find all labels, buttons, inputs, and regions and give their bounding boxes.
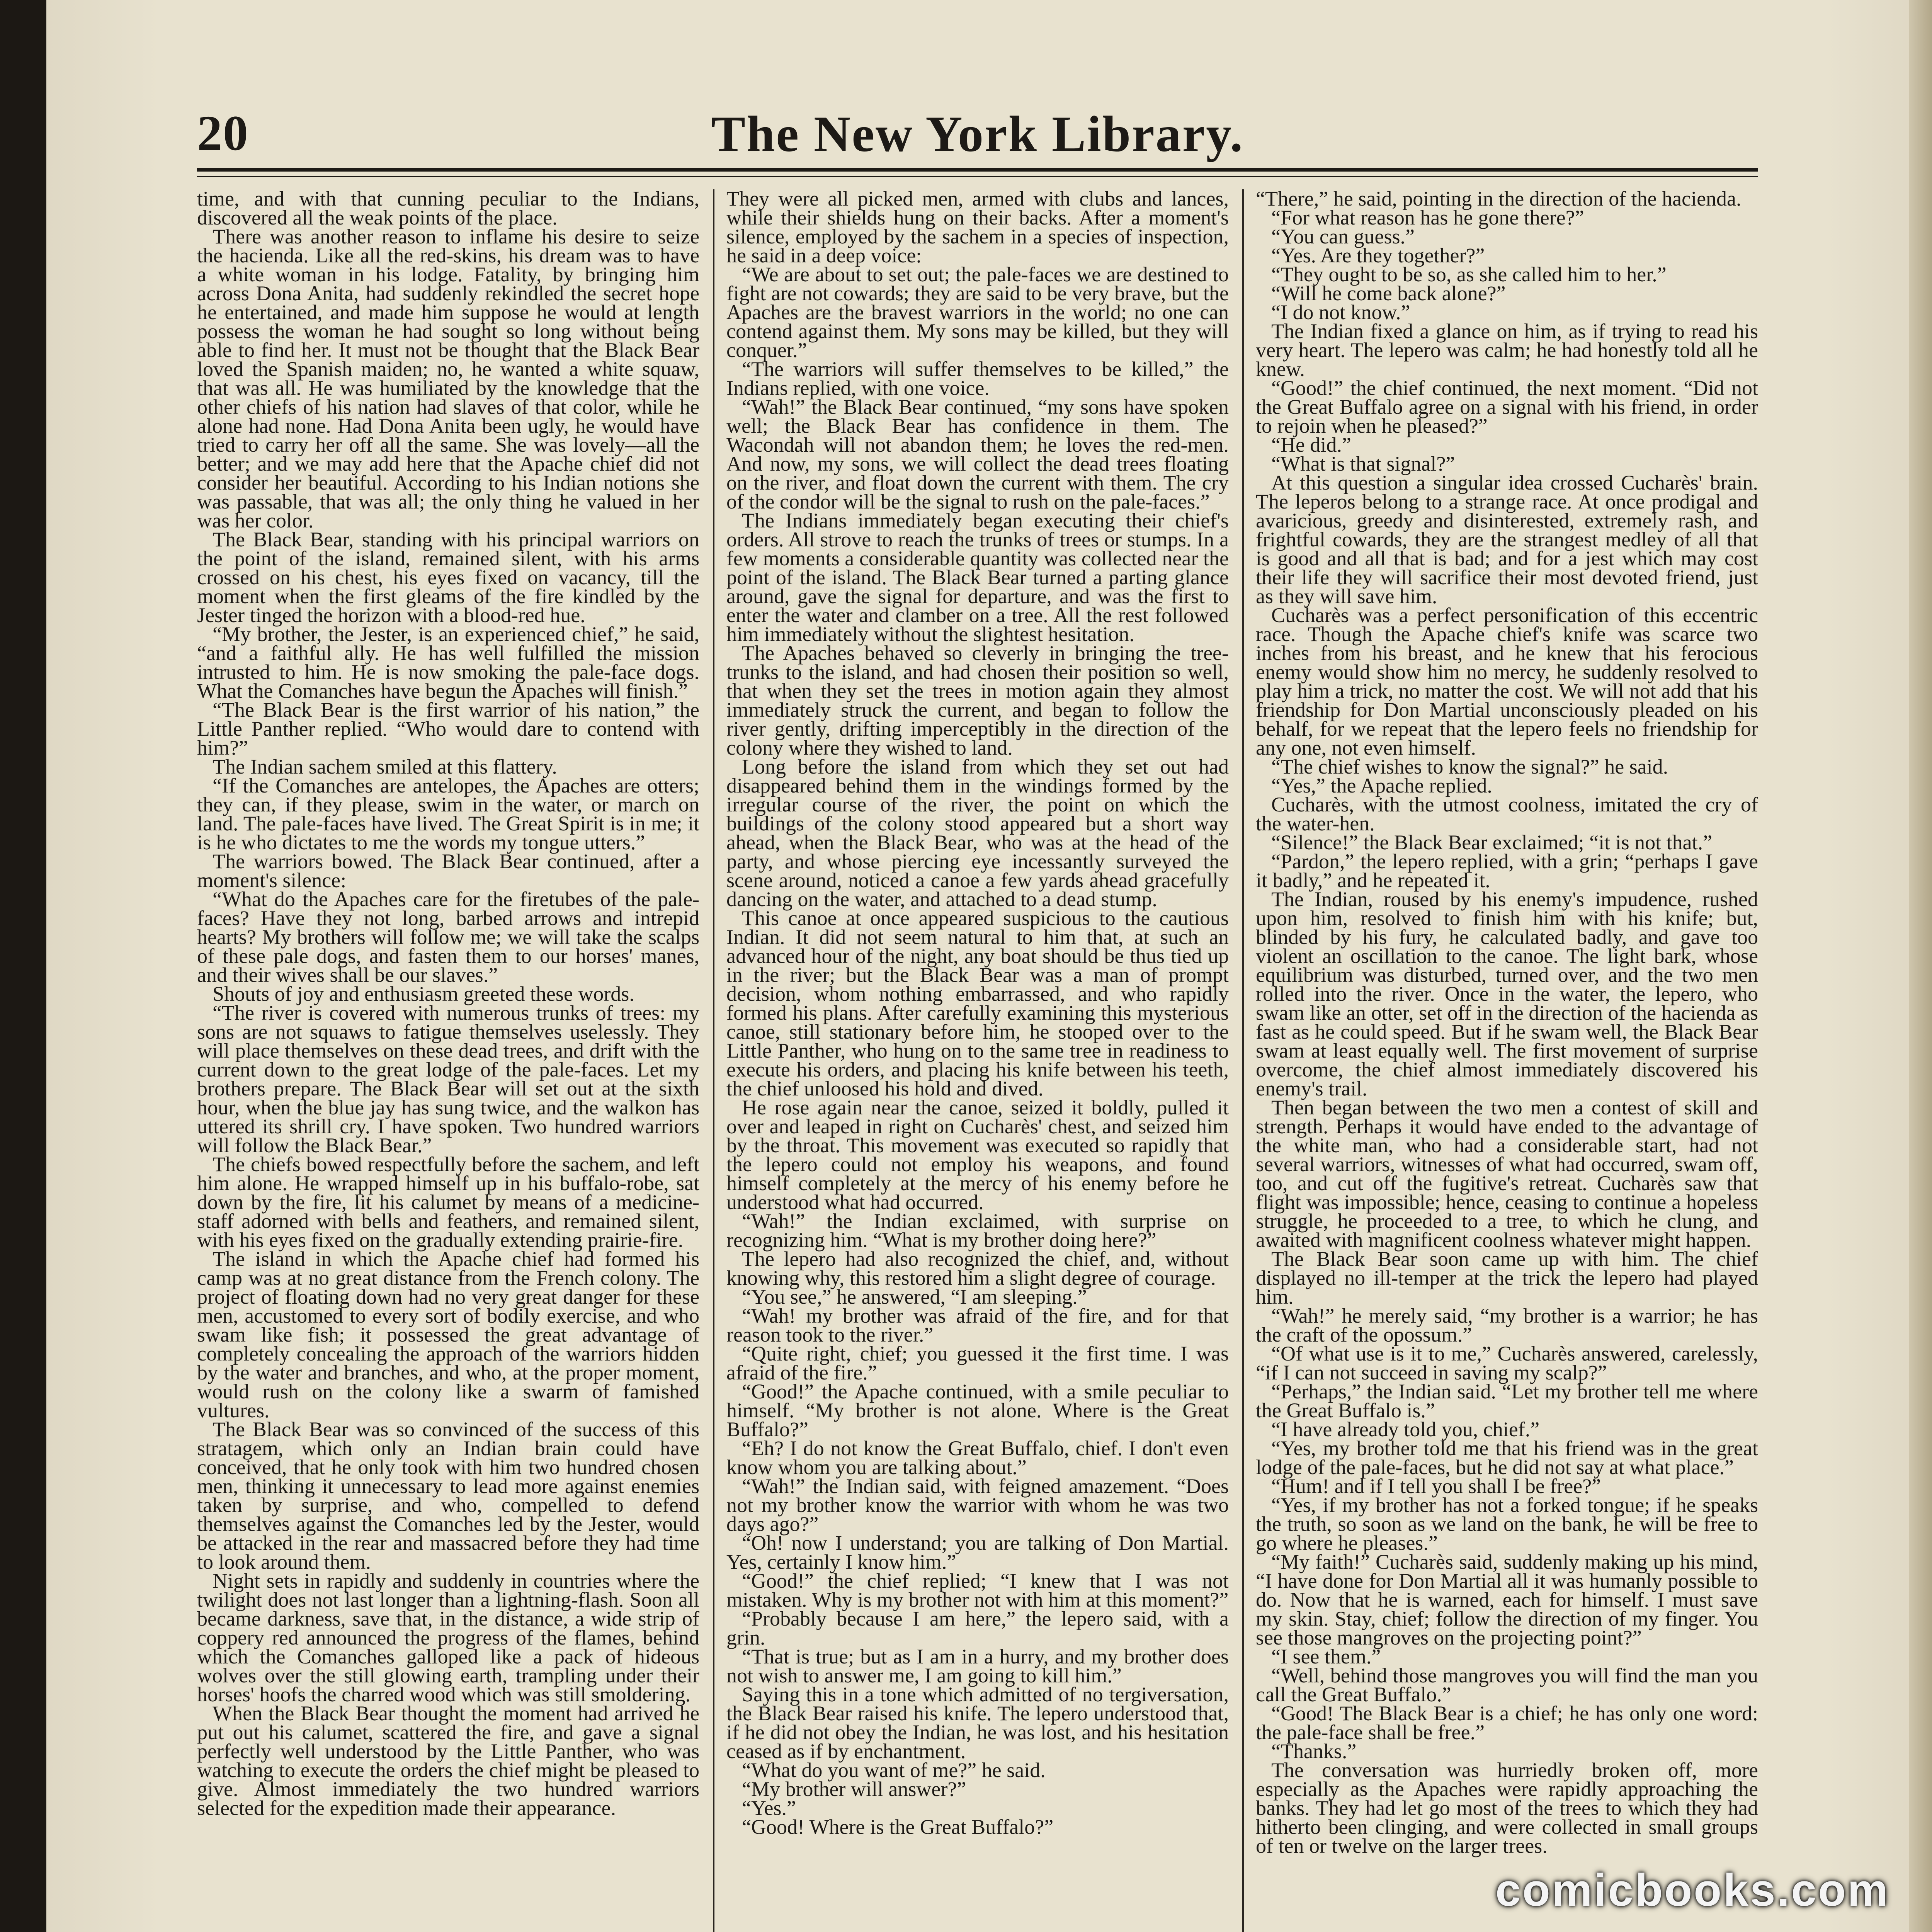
paragraph: “Probably because I am here,” the lepero said, with a grin. [726, 1607, 1229, 1649]
paragraph: “Yes.” [742, 1796, 796, 1820]
binding-edge [0, 0, 46, 1932]
paragraph: He rose again near the canoe, seized it boldly, pulled it over and leaped in right on Cucharès' chest, and seized him by the throat. This movement was executed so rapidly that the lepero could not employ his weapons, and found himself completely at the mercy of his enemy before he understood what had occurred. [726, 1096, 1229, 1214]
paragraph: Shouts of joy and enthusiasm greeted these words. [213, 982, 634, 1005]
paragraph: This canoe at once appeared suspicious to the cautious Indian. It did not seem natural to him that, at such an advanced hour of the night, any boat should be thus tied up in the river; but the Black Bear was a man of prompt decision, whom nothing embarrassed, and who rapidly formed his plans. After carefully examining this mysterious canoe, still stationary before him, he stooped over to the Little Panther, who hung on to the same tree in readiness to execute his orders, and placing his knife between his teeth, the chief unloosed his hold and dived. [726, 906, 1229, 1100]
paragraph: They were all picked men, armed with clubs and lances, while their shields hung on their backs. After a moment's silence, employed by the sachem in a species of inspection, he said in a deep voice: [726, 189, 1229, 267]
paragraph: “Thanks.” [1271, 1740, 1357, 1763]
column-rule [713, 189, 714, 1932]
paragraph: Cucharès, with the utmost coolness, imitated the cry of the water-hen. [1256, 793, 1758, 835]
paragraph: “That is true; but as I am in a hurry, and my brother does not wish to answer me, I am going to kill him.” [726, 1645, 1229, 1687]
header-rule-thin [197, 176, 1758, 177]
paragraph: “Silence!” the Black Bear exclaimed; “it is not that.” [1271, 831, 1713, 854]
text-columns [197, 189, 1758, 1932]
paragraph: The island in which the Apache chief had formed his camp was at no great distance from the French colony. The project of floating down had no very great danger for these men, accustomed to every sort of bodily exercise, and who swam like fish; it possessed the great advantage of completely concealing the approach of the warriors hidden by the water and branches, and who, at the proper moment, would rush on the colony like a swarm of famished vultures. [197, 1247, 699, 1422]
paragraph: At this question a singular idea crossed Cucharès' brain. The leperos belong to a strange race. At once prodigal and avaricious, greedy and disinterested, extremely rash, and frightful cowards, they are the strangest medley of all that is good and all that is bad; and for a jest which may cost their life they will sacrifice their most devoted friend, just as they will save him. [1256, 471, 1758, 608]
paragraph: “Yes, if my brother has not a forked tongue; if he speaks the truth, so soon as we land on the bank, he will be free to go where he pleases.” [1256, 1493, 1758, 1554]
column-rule [1242, 189, 1244, 1932]
paragraph: The warriors bowed. The Black Bear continued, after a moment's silence: [197, 850, 699, 892]
paragraph: The conversation was hurriedly broken off, more especially as the Apaches were rapidly approaching the banks. They had let go most of the trees to which they had hitherto been clinging, and were collected in small groups of ten or twelve on the larger trees. [1256, 1759, 1758, 1857]
paragraph: “The warriors will suffer themselves to be killed,” the Indians replied, with one voice. [726, 357, 1229, 400]
paragraph: The Indian, roused by his enemy's impudence, rushed upon him, resolved to finish him with his knife; but, blinded by his fury, he calculated badly, and gave too violent an oscillation to the canoe. The light bark, whose equilibrium was disturbed, turned over, and the two men rolled into the river. Once in the water, the lepero, who swam like an otter, set off in the direction of the hacienda as fast as he could speed. But if he swam well, the Black Bear swam at least equally well. The first movement of surprise overcome, the chief almost immediately discovered his enemy's trail. [1256, 888, 1758, 1100]
paragraph: The chiefs bowed respectfully before the sachem, and left him alone. He wrapped himself up in his buffalo-robe, sat down by the fire, lit his calumet by means of a medicine-staff adorned with bells and feathers, and remained silent, with his eyes fixed on the gradually extending prairie-fire. [197, 1153, 699, 1252]
paragraph: “Yes, my brother told me that his friend was in the great lodge of the pale-faces, but he did not say at what place.” [1256, 1437, 1758, 1479]
paragraph: “Wah!” he merely said, “my brother is a warrior; he has the craft of the opossum.” [1256, 1304, 1758, 1346]
paragraph: “Wah!” the Black Bear continued, “my sons have spoken well; the Black Bear has confidence in them. The Wacondah will not abandon them; he loves the red-men. And now, my sons, we will collect the dead trees floating on the river, and float down the current with them. The cry of the condor will be the signal to rush on the pale-faces.” [726, 395, 1229, 513]
paragraph: When the Black Bear thought the moment had arrived he put out his calumet, scattered the fire, and gave a signal perfectly well understood by the Little Panther, who was watching to execute the orders the chief might be pleased to give. Almost immediately the two hundred warriors selected for the expedition made their appearance. [197, 1702, 699, 1820]
header-rule [197, 168, 1758, 172]
column-2 [726, 189, 1229, 1932]
paragraph: Long before the island from which they set out had disappeared behind them in the windings formed by the irregular course of the river, the point on which the buildings of the colony stood appeared but a short way ahead, when the Black Bear, who was at the head of the party, and whose piercing eye incessantly surveyed the scene around, noticed a canoe a few yards ahead gracefully dancing on the water, and attached to a dead stump. [726, 755, 1229, 911]
paragraph: Cucharès was a perfect personification of this eccentric race. Though the Apache chief's knife was scarce two inches from his breast, and he knew that his ferocious enemy would show him no mercy, he suddenly resolved to play him a trick, no matter the cost. We will not add that his friendship for Don Martial unconsciously pleaded on his behalf, for we repeat that the lepero feels no friendship for any one, not even himself. [1256, 604, 1758, 759]
paragraph: “My brother, the Jester, is an experienced chief,” he said, “and a faithful ally. He has well fulfilled the mission intrusted to him. He is now smoking the pale-face dogs. What the Comanches have begun the Apaches will finish.” [197, 622, 699, 702]
paragraph: “Wah!” the Indian said, with feigned amazement. “Does not my brother know the warrior with whom he was two days ago?” [726, 1475, 1229, 1536]
paragraph: “We are about to set out; the pale-faces we are destined to fight are not cowards; they are said to be very brave, but the Apaches are the bravest warriors in the world; no one can contend against them. My sons may be killed, but they will conquer.” [726, 263, 1229, 362]
paragraph: “Good! Where is the Great Buffalo?” [742, 1815, 1054, 1838]
newspaper-page [46, 0, 1932, 1932]
running-head [197, 97, 1758, 174]
paragraph: “My faith!” Cucharès said, suddenly making up his mind, “I have done for Don Martial all it was humanly possible to do. Now that he is warned, each for himself. I must save my skin. Stay, chief; follow the direction of my finger. You see those mangroves on the projecting point?” [1256, 1550, 1758, 1649]
paragraph: “Oh! now I understand; you are talking of Don Martial. Yes, certainly I know him.” [726, 1531, 1229, 1573]
paragraph: “My brother will answer?” [742, 1777, 966, 1801]
paragraph: The lepero had also recognized the chief, and, without knowing why, this restored him a slight degree of courage. [726, 1247, 1229, 1289]
paragraph: “You can guess.” [1271, 225, 1415, 248]
paragraph: time, and with that cunning peculiar to the Indians, discovered all the weak points of the place. [197, 189, 699, 229]
paragraph: “For what reason has he gone there?” [1271, 206, 1584, 229]
paragraph: The Indian fixed a glance on him, as if trying to read his very heart. The lepero was calm; he had honestly told all he knew. [1256, 320, 1758, 381]
paragraph: Night sets in rapidly and suddenly in countries where the twilight does not last longer than a lightning-flash. Soon all became darkness, save that, in the distance, a wide strip of coppery red announced the progress of the flames, behind which the Comanches galloped like a pack of hideous wolves over the still glowing earth, trampling under their horses' hoofs the charred wood which was still smoldering. [197, 1569, 699, 1706]
paragraph: “I have already told you, chief.” [1271, 1418, 1540, 1441]
paragraph: “Good! The Black Bear is a chief; he has only one word: the pale-face shall be free.” [1256, 1702, 1758, 1744]
paragraph: “Hum! and if I tell you shall I be free?” [1271, 1475, 1601, 1498]
watermark: comicbooks.com [1495, 1865, 1889, 1916]
paragraph: “Good!” the chief continued, the next moment. “Did not the Great Buffalo agree on a signal with his friend, in order to rejoin when he pleased?” [1256, 376, 1758, 437]
paragraph: “They ought to be so, as she called him to her.” [1271, 263, 1667, 286]
paragraph: The Indian sachem smiled at this flattery. [213, 755, 557, 778]
paragraph: “Good!” the chief replied; “I knew that I was not mistaken. Why is my brother not with him at this moment?” [726, 1569, 1229, 1611]
paragraph: “Wah! my brother was afraid of the fire, and for that reason took to the river.” [726, 1304, 1229, 1346]
paragraph: The Black Bear soon came up with him. The chief displayed no ill-temper at the trick the lepero had played him. [1256, 1247, 1758, 1308]
paragraph: “Of what use is it to me,” Cucharès answered, carelessly, “if I can not succeed in saving my scalp?” [1256, 1342, 1758, 1384]
paragraph: “Yes,” the Apache replied. [1271, 774, 1492, 797]
paragraph: “There,” he said, pointing in the direction of the hacienda. [1256, 189, 1742, 210]
page-edge [1909, 0, 1932, 1932]
column-1 [197, 189, 699, 1932]
paragraph: The Indians immediately began executing their chief's orders. All strove to reach the trunks of trees or stumps. In a few moments a considerable quantity was collected near the point of the island. The Black Bear turned a parting glance around, gave the signal for departure, and was the first to enter the water and clamber on a tree. All the rest followed him immediately without the slightest hesitation. [726, 509, 1229, 646]
paragraph: “The chief wishes to know the signal?” he said. [1271, 755, 1668, 778]
paragraph: “Perhaps,” the Indian said. “Let my brother tell me where the Great Buffalo is.” [1256, 1380, 1758, 1422]
paragraph: The Black Bear, standing with his principal warriors on the point of the island, remained silent, with his arms crossed on his chest, his eyes fixed on vacancy, till the moment when the first gleams of the fire kindled by the Jester tinged the horizon with a blood-red hue. [197, 528, 699, 627]
paragraph: “I see them.” [1271, 1645, 1381, 1668]
paragraph: “The Black Bear is the first warrior of his nation,” the Little Panther replied. “Who would dare to contend with him?” [197, 698, 699, 759]
paragraph: Then began between the two men a contest of skill and strength. Perhaps it would have ended to the advantage of the white man, who had a considerable start, had not several warriors, witnesses of what had occurred, swam off, too, and cut off the fugitive's retreat. Cucharès saw that flight was impossible; hence, ceasing to continue a hopeless struggle, he proceeded to a tree, to which he clung, and awaited with magnificent coolness whatever might happen. [1256, 1096, 1758, 1252]
paragraph: “The river is covered with numerous trunks of trees: my sons are not squaws to fatigue themselves uselessly. They will place themselves on these dead trees, and drift with the current down to the great lodge of the pale-faces. Let my brothers prepare. The Black Bear will set out at the sixth hour, when the blue jay has sung twice, and the walkon has uttered its shrill cry. I have spoken. Two hundred warriors will follow the Black Bear.” [197, 1001, 699, 1157]
paragraph: Saying this in a tone which admitted of no tergiversation, the Black Bear raised his knife. The lepero understood that, if he did not obey the Indian, he was lost, and his hesitation ceased as if by enchantment. [726, 1683, 1229, 1763]
paragraph: There was another reason to inflame his desire to seize the hacienda. Like all the red-skins, his dream was to have a white woman in his lodge. Fatality, by bringing him across Dona Anita, had suddenly rekindled the secret hope he entertained, and made him suppose he would at length possess the woman he had sought so long without being able to find her. It must not be thought that the Black Bear loved the Spanish maiden; no, he wanted a white squaw, that was all. He was humiliated by the knowledge that the other chiefs of his nation had slaves of that color, while he alone had none. Had Dona Anita been ugly, he would have tried to carry her off all the same. She was lovely—all the better; and we may add here that the Apache chief did not consider her beautiful. According to his Indian notions she was passable, that was all; the only thing he valued in her was her color. [197, 225, 699, 532]
paragraph: The Black Bear was so convinced of the success of this stratagem, which only an Indian brain could have conceived, that he only took with him two hundred chosen men, thinking it unnecessary to lead more against enemies taken by surprise, and who, compelled to defend themselves against the Comanches led by the Jester, would be attacked in the rear and massacred before they had time to look around them. [197, 1418, 699, 1573]
paragraph: “Quite right, chief; you guessed it the first time. I was afraid of the fire.” [726, 1342, 1229, 1384]
paragraph: “Wah!” the Indian exclaimed, with surprise on recognizing him. “What is my brother doing here?” [726, 1209, 1229, 1252]
paper-title: The New York Library. [711, 105, 1244, 162]
paragraph: “Yes. Are they together?” [1271, 244, 1485, 267]
paragraph: “Good!” the Apache continued, with a smile peculiar to himself. “My brother is not alone. Where is the Great Buffalo?” [726, 1380, 1229, 1441]
paragraph: “Pardon,” the lepero replied, with a grin; “perhaps I gave it badly,” and he repeated it. [1256, 850, 1758, 892]
paragraph: “Eh? I do not know the Great Buffalo, chief. I don't even know whom you are talking about.” [726, 1437, 1229, 1479]
column-3 [1256, 189, 1758, 1932]
paragraph: “I do not know.” [1271, 301, 1410, 324]
paragraph: “If the Comanches are antelopes, the Apaches are otters; they can, if they please, swim in the water, or march on land. The pale-faces have lived. The Great Spirit is in me; it is he who dictates to me the words my tongue utters.” [197, 774, 699, 854]
paragraph: “What is that signal?” [1271, 452, 1455, 475]
paragraph: “Will he come back alone?” [1271, 282, 1506, 305]
paragraph: The Apaches behaved so cleverly in bringing the tree-trunks to the island, and had chosen their position so well, that when they set the trees in motion again they almost immediately struck the current, and began to follow the river gently, drifting imperceptibly in the direction of the colony where they wished to land. [726, 641, 1229, 759]
paragraph: “What do the Apaches care for the firetubes of the pale-faces? Have they not long, barbed arrows and intrepid hearts? My brothers will follow me; we will take the scalps of these pale dogs, and fasten them to our horses' manes, and their wives shall be our slaves.” [197, 888, 699, 986]
page-number: 20 [197, 105, 249, 161]
paragraph: “Well, behind those mangroves you will find the man you call the Great Buffalo.” [1256, 1664, 1758, 1706]
paragraph: “You see,” he answered, “I am sleeping.” [742, 1285, 1087, 1308]
paragraph: “What do you want of me?” he said. [742, 1759, 1046, 1782]
paragraph: “He did.” [1271, 433, 1351, 456]
